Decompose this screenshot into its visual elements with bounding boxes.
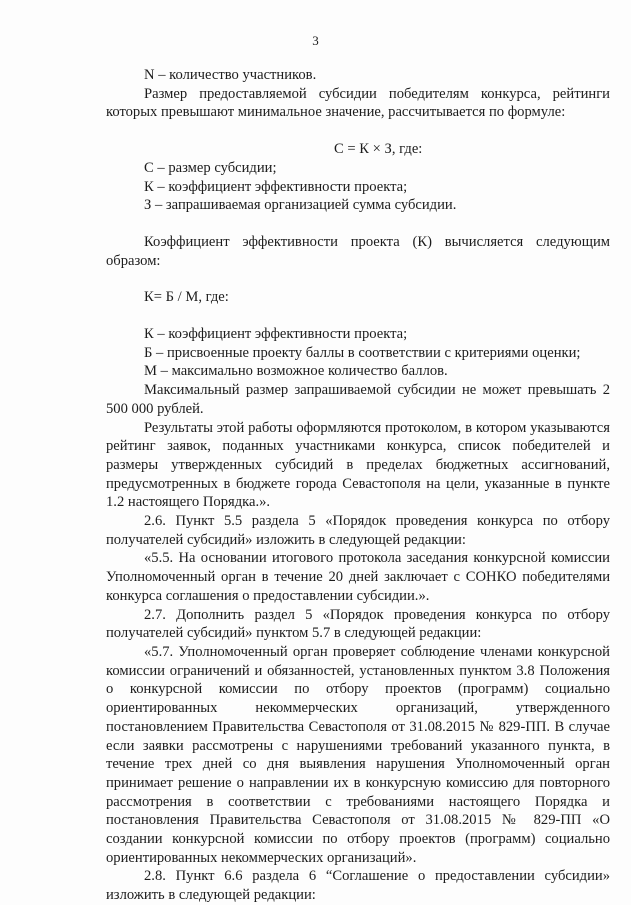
- paragraph-max-subsidy: Максимальный размер запрашиваемой субсидии не может превышать 2 500 000 рублей.: [106, 382, 610, 417]
- formula-coefficient: К= Б / М, где:: [144, 289, 229, 306]
- paragraph-results-protocol: Результаты этой работы оформляются протоколом, в котором указываются рейтинг заявок, поданных участниками конкурса, список победителей и размеры утвержденных субсидий в пределах бюджетных ассигнований, предусмотренных в бюджете города Севастополя на цели, указанные в пункте 1.2 настоящего Порядка.».: [106, 419, 610, 511]
- paragraph-5-7: «5.7. Уполномоченный орган проверяет соблюдение членами конкурсной комиссии ограничений и обязанностей, установленных пунктом 3.8 Положения о конкурсной комиссии по отбору проектов (программ) социально ориентированных некоммерческих организаций, утвержденного постановлением Правительства Севастополя от 31.08.2015 № 829-ПП. В случае если заявки рассмотрены с нарушениями требований указанного пункта, в течение трех дней со дня выявления нарушения Уполномоченный орган принимает решение о направлении их в конкурсную комиссию для повторного рассмотрения в соответствии с требованиями настоящего Порядка и постановления Правительства Севастополя от 31.08.2015 № 829-ПП «О создании конкурсной комиссии по отбору проектов (программ) социально ориентированных некоммерческих организаций».: [106, 643, 610, 866]
- definition-k: К – коэффициент эффективности проекта;: [144, 178, 408, 195]
- document-body: [106, 66, 610, 905]
- paragraph-subsidy-formula-intro: Размер предоставляемой субсидии победителям конкурса, рейтинги которых превышают минимальное значение, рассчитывается по формуле:: [106, 85, 610, 121]
- definition-k-2: К – коэффициент эффективности проекта;: [144, 326, 408, 343]
- paragraph-2-7: 2.7. Дополнить раздел 5 «Порядок проведения конкурса по отбору получателей субсидий» пунктом 5.7 в следующей редакции:: [106, 606, 610, 642]
- definition-c: С – размер субсидии;: [144, 159, 277, 176]
- page-number: 3: [312, 33, 319, 48]
- paragraph-5-5: «5.5. На основании итогового протокола заседания конкурсной комиссии Уполномоченный орган в течение 20 дней заключает с СОНКО победителями конкурса соглашения о предоставлении субсидии.».: [106, 550, 610, 604]
- paragraph-2-8: 2.8. Пункт 6.6 раздела 6 “Соглашение о предоставлении субсидии» изложить в следующей редакции:: [106, 868, 610, 904]
- definition-m: М – максимально возможное количество баллов.: [144, 363, 448, 380]
- formula-subsidy: С = К × З, где:: [334, 141, 423, 158]
- definition-z: З – запрашиваемая организацией сумма субсидии.: [144, 197, 457, 214]
- paragraph-coefficient-intro: Коэффициент эффективности проекта (К) вычисляется следующим образом:: [106, 233, 610, 269]
- paragraph-2-6: 2.6. Пункт 5.5 раздела 5 «Порядок проведения конкурса по отбору получателей субсидий» изложить в следующей редакции:: [106, 513, 610, 548]
- paragraph-participants-count: N – количество участников.: [144, 67, 317, 83]
- definition-b: Б – присвоенные проекту баллы в соответствии с критериями оценки;: [144, 344, 581, 361]
